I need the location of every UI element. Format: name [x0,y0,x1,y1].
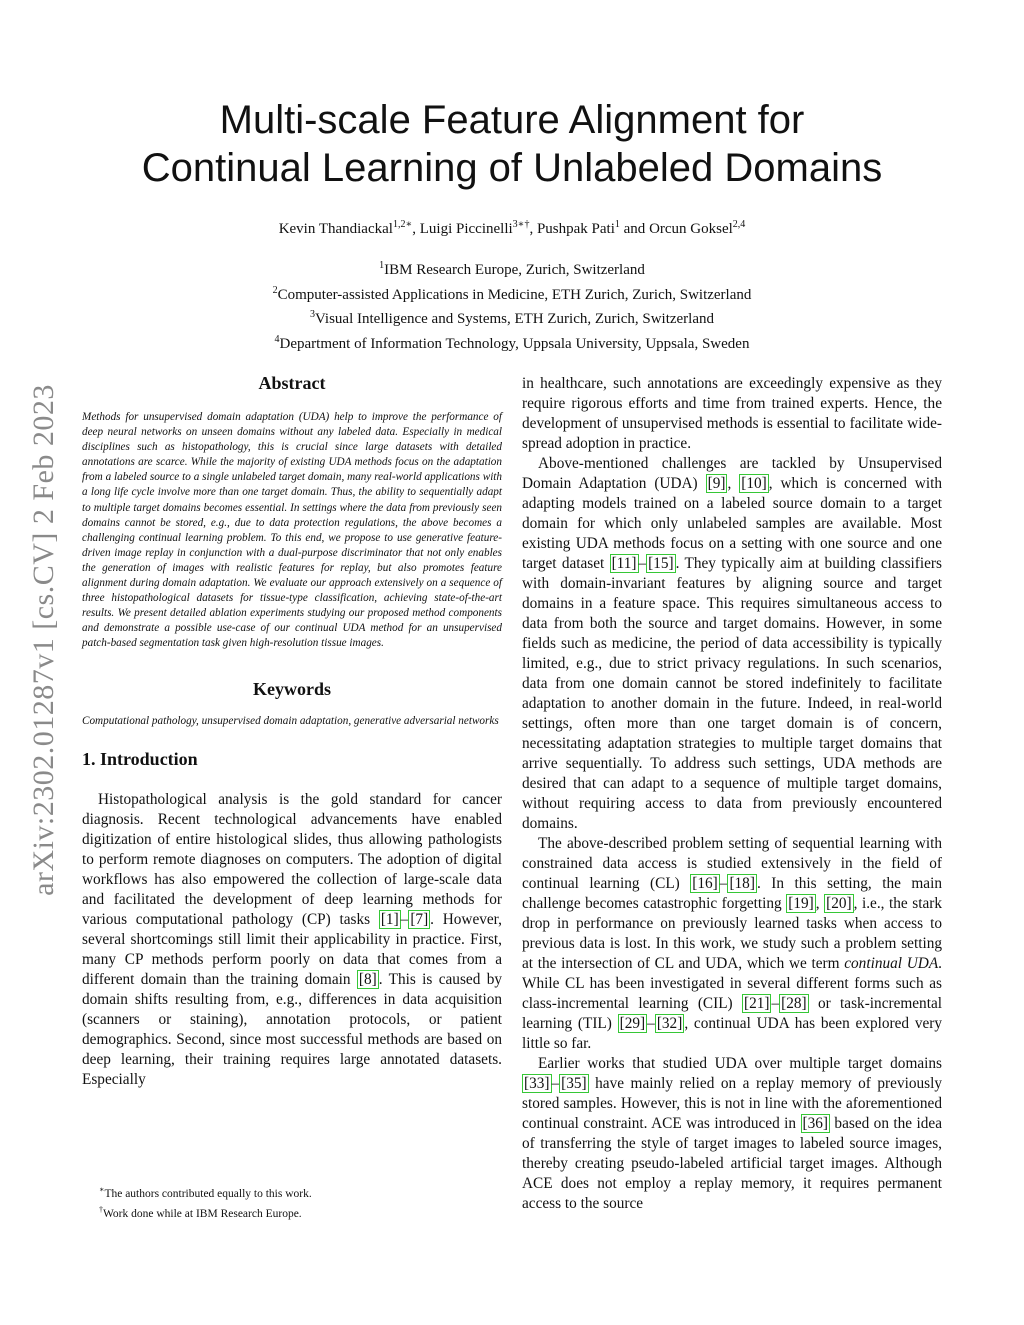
body-paragraph: Above-mentioned challenges are tackled by Unsupervised Domain Adaptation (UDA) [9] , [10] , which is concerned with adapting models trained on a labeled source domain to a target domain for which only unlabeled samples are available. Most existing UDA methods focus on a setting with one source and one target dataset [11] – [15] . They typically aim at building classifiers with domain-invariant features by aligning source and target domains in a feature space. This requires simultaneous access to data from both the source and target domains. However, in some fields such as medicine, the period of data accessibility is typically limited, e.g., due to strict privacy regulations. In such scenarios, data from one domain cannot be stored indefinitely to facilitate adaptation to another domain in the future. Indeed, in real-world settings, often more than one target domain is of concern, necessitating adaptation strategies to multiple target domains that arrive sequentially. To address such settings, UDA methods are desired that can adapt to a sequence of multiple target domains, without requiring access to data from previously encountered domains. [522,455,942,832]
body-paragraph: in healthcare, such annotations are exceedingly expensive as they require rigorous efforts and time from trained experts. Hence, the development of unsupervised methods is essential to facilitate wide-spread adoption in practice. [522,375,942,452]
author-list: Kevin Thandiackal$^{1,2∗}$, Luigi Piccinelli$^{3∗\dagger}$, Pushpak Pati$^1$ and Orcun Goksel$^{2,4}$ [278,219,746,237]
arxiv-identifier: arXiv:2302.01287v1 [cs.CV] 2 Feb 2023 [27,384,60,896]
footnote-text: Work done while at IBM Research Europe. [103,1208,302,1221]
footnote [99,1182,499,1202]
citation-link[interactable]: [10] [741,475,767,492]
title-line-2: Continual Learning of Unlabeled Domains [141,146,883,190]
keywords-text: Computational pathology, unsupervised domain adaptation, generative adversarial networks [82,714,499,727]
introduction-paragraph: Histopathological analysis is the gold standard for cancer diagnosis. Recent technological advancements have enabled digitization of entire histological slides, thus allowing pathologists to perform remote diagnoses on computers. The adoption of digital workflows has also empowered the collection of large-scale data and facilitated the development of deep learning methods for various computational pathology (CP) tasks [1] – [7] . However, several shortcomings still limit their applicability in practice. First, many CP methods perform poorly on data that comes from a different domain than the training domain [8] . This is caused by domain shifts resulting from, e.g., differences in data acquisition (scanners or staining), annotation protocols, or patient demographics. Second, since most successful methods are based on deep learning, their training requires large annotated datasets. Especially [82,790,502,1088]
citation-link[interactable]: [8] [358,970,377,988]
citation-link[interactable]: [19] [788,895,814,912]
citation-link[interactable]: [29] [619,1015,646,1032]
citation-link[interactable]: [32] [656,1015,683,1032]
citation-link[interactable]: [1] [380,910,399,928]
affiliation-text: Visual Intelligence and Systems, ETH Zurich, Zurich, Switzerland [315,311,714,327]
affiliation-text: Computer-assisted Applications in Medicine, ETH Zurich, Zurich, Switzerland [277,286,752,303]
citation-link[interactable]: [20] [826,895,852,912]
author-affiliation-mark: 1,2∗ [392,219,413,230]
citation-link[interactable]: [33] [524,1075,550,1092]
affiliation-number: 4 [274,333,280,345]
citation-link[interactable]: [35] [561,1075,587,1092]
citation-link[interactable]: [11] [611,555,637,572]
body-paragraph: Earlier works that studied UDA over multiple target domains [33] – [35] have mainly relied on a replay memory of previously stored samples. However, this is not in line with the aforementioned continual constraint. ACE was introduced in [36] based on the idea of transferring the style of target images to labeled source images, thereby creating pseudo-labeled artificial target images. Although ACE does not employ a replay memory, it requires permanent access to the source [522,1055,943,1212]
affiliation [0,330,1024,355]
affiliation-list [0,256,1024,354]
citation-link[interactable]: [7] [410,910,429,928]
keywords-heading: Keywords [253,678,331,699]
abstract-text: Methods for unsupervised domain adaptation (UDA) help to improve the performance of deep neural networks on unseen domains without any labeled data. Especially in medical disciplines such as histopathology, this is crucial since large datasets with detailed annotations are scarce. While the majority of existing UDA methods focus on the adaptation from a labeled source to a single unlabeled target domain, many real-world applications with a long life cycle involve more than one target domain. Thus, the ability to sequentially adapt to multiple target domains becomes essential. In settings where the data from previously seen domains cannot be stored, e.g., due to data protection regulations, the above becomes a challenging continual learning problem. To this end, we propose to use generative feature-driven image replay in conjunction with a dual-purpose discriminator that not only enables the generation of images with realistic features for replay, but also promotes feature alignment during domain adaptation. We evaluate our approach extensively on a sequence of three histopathological datasets for tissue-type classification, achieving state-of-the-art results. We present detailed ablation experiments studying our proposed method components and demonstrate a possible use-case of our continual UDA method for an unsupervised patch-based segmentation task given high-resolution tissue images. [82,411,502,650]
abstract-heading: Abstract [258,373,326,393]
citation-link[interactable]: [15] [648,555,674,572]
affiliation [0,256,1024,281]
footnote-mark: ∗ [99,1185,105,1194]
author-name: Pushpak Pati [536,221,615,237]
author-name: Luigi Piccinelli [419,221,513,237]
footnote-text: The authors contributed equally to this work. [104,1187,312,1200]
citation-link[interactable]: [18] [729,875,755,892]
right-column [522,374,942,1214]
introduction-heading: 1. Introduction [82,748,198,769]
author-name: Kevin Thandiackal [278,221,393,237]
citation-link[interactable]: [28] [781,995,807,1012]
affiliation-number: 1 [379,260,385,271]
author-affiliation-mark: 2,4 [732,219,746,230]
citation-link[interactable]: [36] [802,1115,828,1132]
paper-title [0,96,1024,192]
author-affiliation-mark: 3∗† [512,219,530,230]
title-line-1: Multi-scale Feature Alignment for [219,98,805,142]
footnote [99,1202,499,1222]
affiliation-text: IBM Research Europe, Zurich, Switzerland [384,262,645,278]
citation-link[interactable]: [16] [692,875,718,892]
citation-link[interactable]: [9] [707,475,726,492]
footnote-mark: † [99,1205,103,1215]
affiliation-number: 2 [272,284,278,296]
affiliation-number: 3 [310,309,315,320]
author-affiliation-mark: 1 [614,219,620,230]
footnotes [99,1182,499,1223]
affiliation [0,281,1024,306]
author-name: Orcun Goksel [649,221,733,237]
left-column [82,372,502,1090]
emphasized-term: continual UDA [844,955,939,972]
citation-link[interactable]: [21] [743,995,770,1012]
affiliation [0,305,1024,330]
body-paragraph: The above-described problem setting of sequential learning with constrained data access is studied extensively in the field of continual learning (CL) [16] – [18] . In this setting, the main challenge becomes catastrophic forgetting [19] , [20] , i.e., the stark drop in performance on previously learned tasks when access to previous data is lost. In this work, we study such a problem setting at the intersection of CL and UDA, which we term continual UDA. While CL has been investigated in several different forms such as class-incremental learning (CIL) [21] – [28] or task-incremental learning (TIL) [29] – [32] , continual UDA has been explored very little so far. [522,835,942,1052]
affiliation-text: Department of Information Technology, Uppsala University, Uppsala, Sweden [279,335,750,352]
